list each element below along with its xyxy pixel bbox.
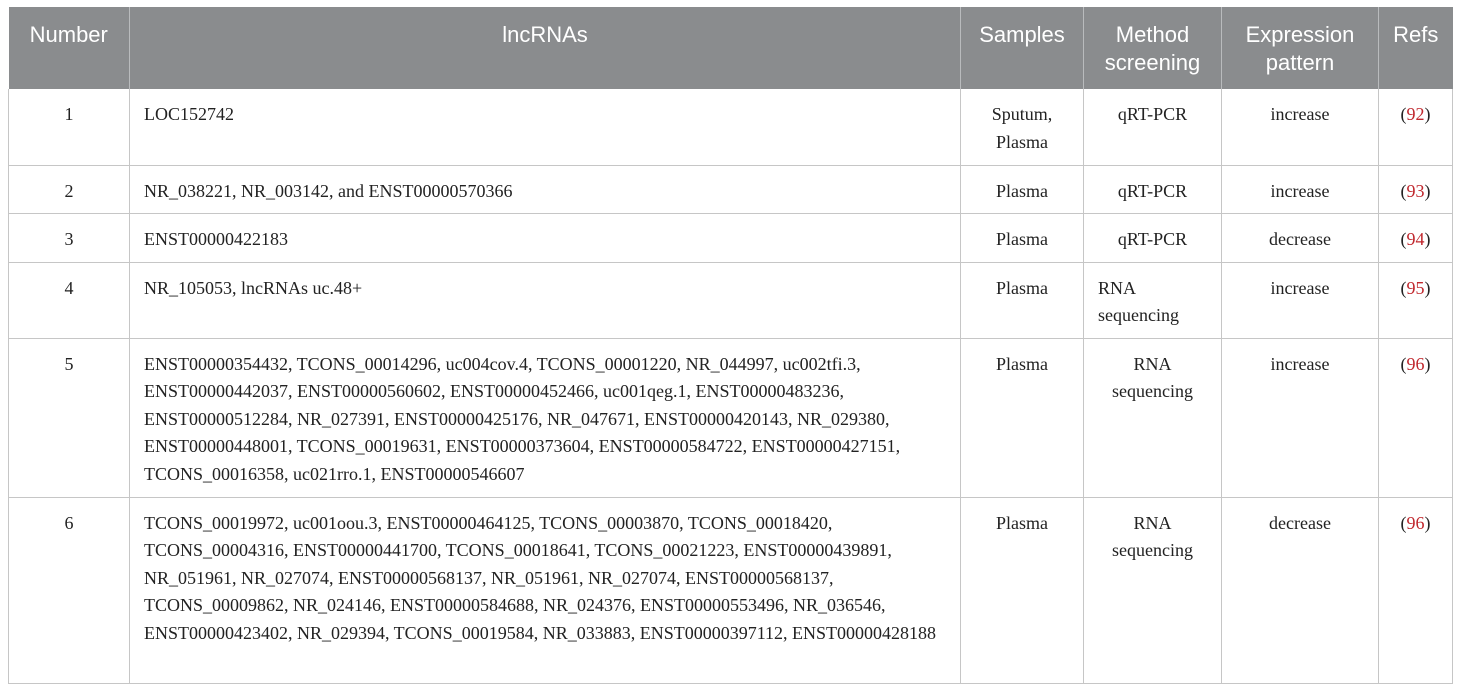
cell-method: qRT-PCR [1084,214,1222,263]
header-lncrnas: lncRNAs [130,7,961,89]
table-row [9,165,1453,214]
cell-number: 1 [9,89,130,165]
cell-ref: (96) [1379,497,1453,683]
cell-method: qRT-PCR [1084,165,1222,214]
cell-pattern: decrease [1222,497,1379,683]
cell-lncrnas: NR_038221, NR_003142, and ENST00000570366 [130,165,961,214]
cell-number: 3 [9,214,130,263]
cell-samples: Plasma [961,214,1084,263]
cell-lncrnas: TCONS_00019972, uc001oou.3, ENST00000464125, TCONS_00003870, TCONS_00018420, TCONS_00004316, ENST00000441700, TCONS_00018641, TCONS_00021223, ENST00000439891, NR_051961, NR_027074, ENST00000568137, NR_051961, NR_027074, ENST00000568137, TCONS_00009862, NR_024146, ENST00000584688, NR_024376, ENST00000553496, NR_036546, ENST00000423402, NR_029394, TCONS_00019584, NR_033883, ENST00000397112, ENST00000428188 [130,497,961,683]
cell-method: RNA sequencing [1084,338,1222,497]
cell-lncrnas: ENST00000354432, TCONS_00014296, uc004cov.4, TCONS_00001220, NR_044997, uc002tfi.3, ENST00000442037, ENST00000560602, ENST00000452466, uc001qeg.1, ENST00000483236, ENST00000512284, NR_027391, ENST00000425176, NR_047671, ENST00000420143, NR_029380, ENST00000448001, TCONS_00019631, ENST00000373604, ENST00000584722, ENST00000427151, TCONS_00016358, uc021rro.1, ENST00000546607 [130,338,961,497]
cell-number: 5 [9,338,130,497]
cell-ref: (93) [1379,165,1453,214]
cell-ref: (92) [1379,89,1453,165]
cell-method: RNA sequencing [1084,497,1222,683]
table-row [9,214,1453,263]
header-samples: Samples [961,7,1084,89]
table-row [9,262,1453,338]
cell-lncrnas: NR_105053, lncRNAs uc.48+ [130,262,961,338]
header-method-screening: Method screening [1084,7,1222,89]
cell-ref: (95) [1379,262,1453,338]
table-header-row [9,7,1453,89]
cell-pattern: increase [1222,262,1379,338]
cell-samples: Plasma [961,165,1084,214]
cell-pattern: decrease [1222,214,1379,263]
cell-pattern: increase [1222,338,1379,497]
table-row [9,338,1453,497]
ref-link[interactable]: 92 [1406,104,1425,124]
header-refs: Refs [1379,7,1453,89]
cell-number: 4 [9,262,130,338]
ref-link[interactable]: 95 [1406,277,1425,298]
cell-number: 6 [9,497,130,683]
cell-method: RNA sequencing [1084,262,1222,338]
cell-number: 2 [9,165,130,214]
cell-samples: Plasma [961,338,1084,497]
cell-samples: Sputum, Plasma [961,89,1084,165]
header-expression-pattern: Expression pattern [1222,7,1379,89]
header-number: Number [9,7,130,89]
cell-ref: (96) [1379,338,1453,497]
cell-lncrnas: LOC152742 [130,89,961,165]
lncrna-table [8,7,1453,684]
ref-link[interactable]: 94 [1406,229,1425,249]
ref-link[interactable]: 93 [1406,180,1425,201]
cell-pattern: increase [1222,165,1379,214]
table-row [9,89,1453,165]
table-row [9,497,1453,683]
cell-samples: Plasma [961,497,1084,683]
cell-samples: Plasma [961,262,1084,338]
ref-link[interactable]: 96 [1406,353,1425,374]
ref-link[interactable]: 96 [1406,512,1425,533]
cell-lncrnas: ENST00000422183 [130,214,961,263]
cell-ref: (94) [1379,214,1453,263]
lncrna-table-container [8,7,1452,684]
cell-pattern: increase [1222,89,1379,165]
cell-method: qRT-PCR [1084,89,1222,165]
